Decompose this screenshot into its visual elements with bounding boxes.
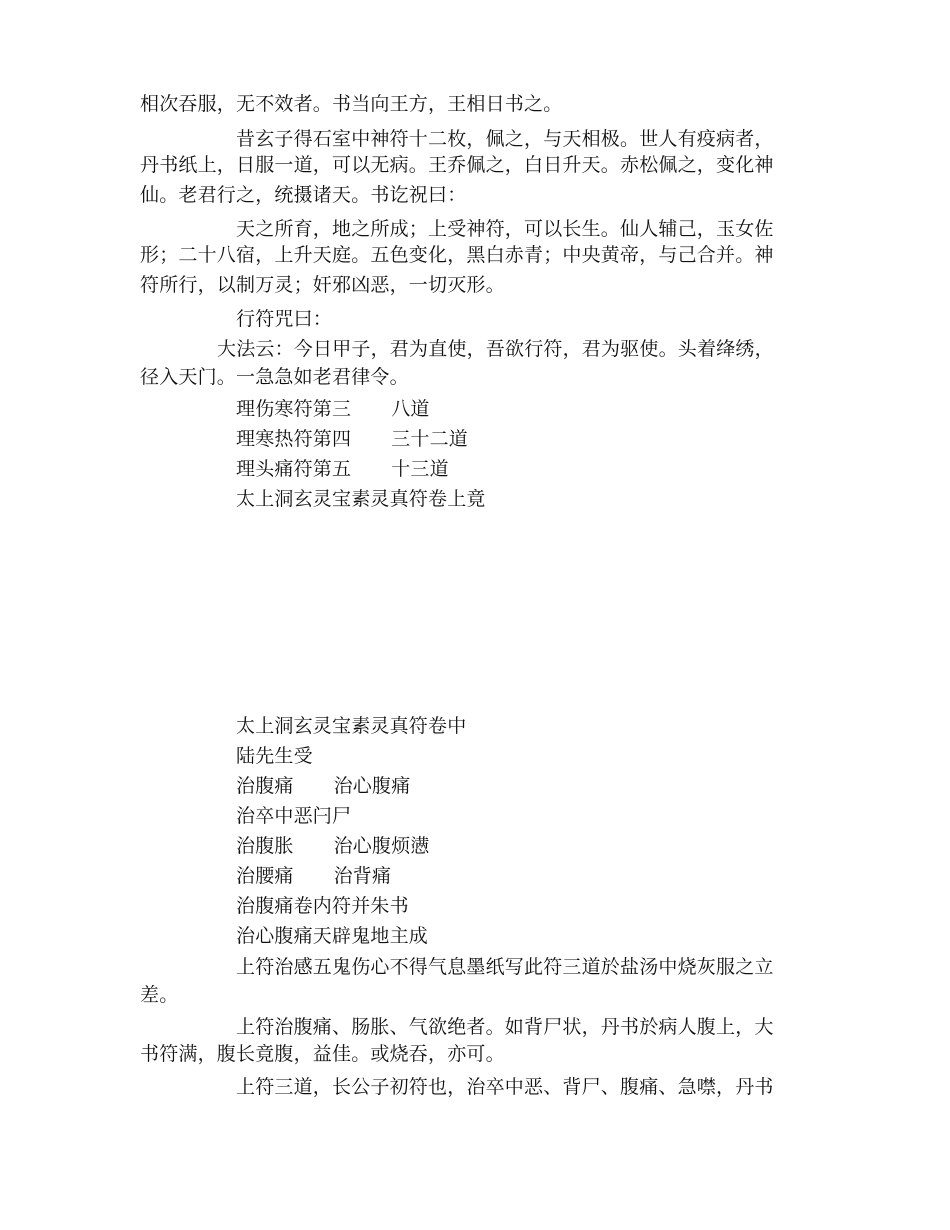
toc-entry-title: 理寒热符第四 bbox=[236, 428, 352, 450]
text-line: 径入天门。一急急如老君律令。 bbox=[140, 366, 409, 388]
text-line: 大法云：今日甲子，君为直使，吾欲行符，君为驱使。头着绛绣， bbox=[217, 338, 774, 360]
text-line: 上符治感五鬼伤心不得气息墨纸写此符三道於盐汤中烧灰服之立 bbox=[236, 956, 774, 978]
talisman-item: 治心腹痛 bbox=[333, 775, 411, 797]
author-line: 陆先生受 bbox=[236, 745, 313, 767]
talisman-list-row: 治卒中恶闩尸 bbox=[236, 805, 352, 827]
talisman-list-row: 治心腹痛天辟鬼地主成 bbox=[236, 925, 429, 947]
toc-entry bbox=[140, 454, 906, 484]
talisman-item: 治腹痛 bbox=[236, 775, 294, 797]
toc-entry bbox=[140, 394, 906, 424]
text-line: 相次吞服，无不效者。书当向王方，王相日书之。 bbox=[140, 93, 563, 115]
toc-entry-title: 理头痛符第五 bbox=[236, 458, 352, 480]
text-line: 上符三道，长公子初符也，治卒中恶、背尸、腹痛、急噤，丹书 bbox=[236, 1076, 774, 1098]
text-line: 昔玄子得石室中神符十二枚，佩之，与天相极。世人有疫病者， bbox=[236, 128, 774, 150]
toc-entry-count: 八道 bbox=[391, 398, 430, 420]
text-line: 上符治腹痛、肠胀、气欲绝者。如背尸状，丹书於病人腹上，大 bbox=[236, 1016, 774, 1038]
talisman-list-row bbox=[140, 861, 906, 891]
talisman-item: 治腹胀 bbox=[236, 835, 294, 857]
talisman-list-row bbox=[140, 831, 906, 861]
talisman-item: 治腰痛 bbox=[236, 865, 294, 887]
text-line: 形；二十八宿，上升天庭。五色变化，黑白赤青；中央黄帝，与己合并。神 bbox=[140, 244, 774, 266]
text-line: 丹书纸上，日服一道，可以无病。王乔佩之，白日升天。赤松佩之，变化神 bbox=[140, 154, 774, 176]
volume-end-title: 太上洞玄灵宝素灵真符卷上竟 bbox=[236, 488, 486, 510]
text-line: 行符咒曰： bbox=[236, 308, 333, 330]
toc-entry-count: 三十二道 bbox=[391, 428, 469, 450]
talisman-item: 治心腹烦懑 bbox=[333, 835, 430, 857]
toc-entry-count: 十三道 bbox=[391, 458, 449, 480]
volume-title: 太上洞玄灵宝素灵真符卷中 bbox=[236, 715, 467, 737]
text-line: 仙。老君行之，统摄诸天。书讫祝曰： bbox=[140, 184, 467, 206]
toc-entry-title: 理伤寒符第三 bbox=[236, 398, 352, 420]
talisman-list-row: 治腹痛卷内符并朱书 bbox=[236, 895, 409, 917]
talisman-item: 治背痛 bbox=[333, 865, 392, 887]
text-line: 符所行，以制万灵；奸邪凶恶，一切灭形。 bbox=[140, 274, 505, 296]
toc-entry bbox=[140, 424, 906, 454]
talisman-list-row bbox=[140, 771, 906, 801]
text-line: 天之所育，地之所成；上受神符，可以长生。仙人辅己，玉女佐 bbox=[236, 218, 774, 240]
text-line: 差。 bbox=[140, 984, 179, 1006]
text-line: 书符满，腹长竟腹，益佳。或烧吞，亦可。 bbox=[140, 1043, 505, 1065]
